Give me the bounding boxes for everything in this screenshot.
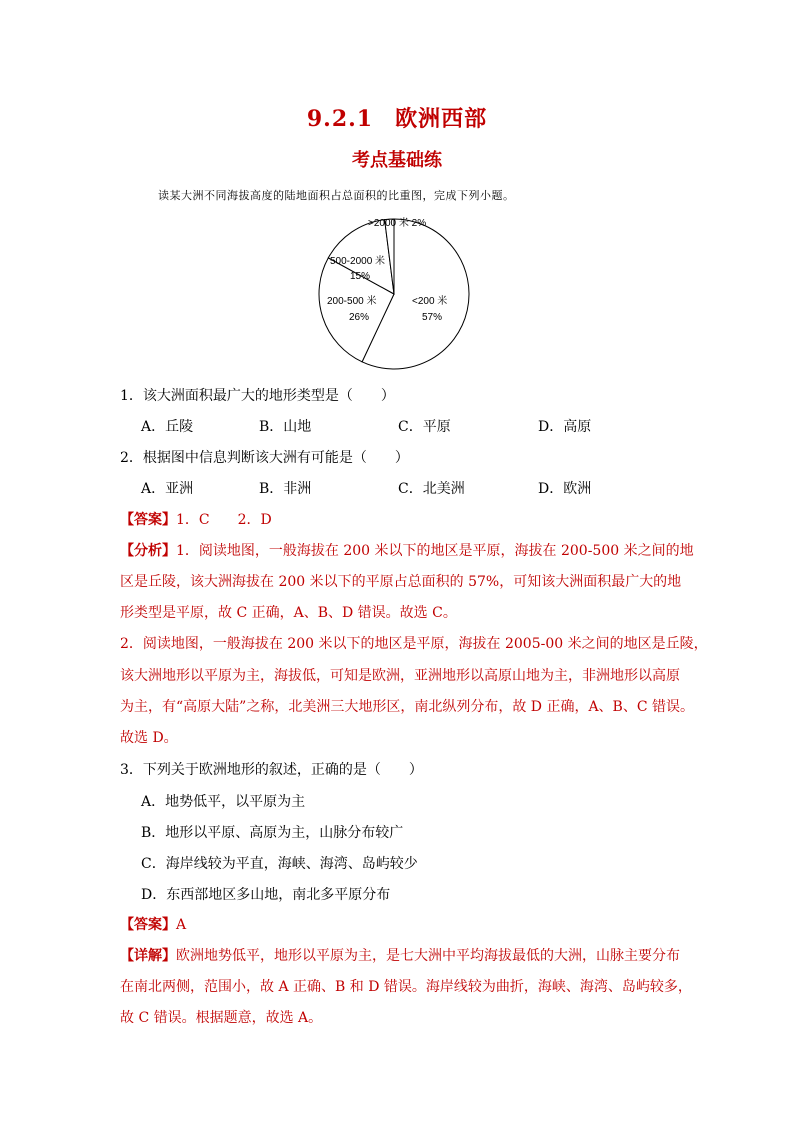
pie-chart	[316, 212, 476, 374]
analysis-line-1	[120, 541, 694, 561]
analysis-tag: 【分析】	[120, 543, 176, 559]
analysis-line-2: 区是丘陵，该大洲海拔在 200 米以下的平原占总面积的 57%，可知该大洲面积最广大的地	[120, 574, 682, 590]
detail-tag: 【详解】	[120, 948, 176, 964]
answer-3	[120, 915, 186, 935]
title-number: 9.2.1	[306, 106, 374, 132]
title-text: 欧洲西部	[395, 106, 488, 132]
analysis-text-1: 1．阅读地图，一般海拔在 200 米以下的地区是平原，海拔在 200-500 米之间的地	[176, 543, 694, 559]
q2-stem: 2．根据图中信息判断该大洲有可能是（ ）	[120, 450, 409, 466]
page-subtitle: 考点基础练	[352, 150, 442, 171]
q2-option-c: C．北美洲	[398, 481, 465, 497]
label-500-2000-pct: 15%	[350, 271, 371, 282]
label-lt200-pct: 57%	[422, 312, 443, 323]
page-title	[0, 102, 794, 133]
q1-option-d: D．高原	[538, 419, 592, 435]
q3-option-c: C．海岸线较为平直，海峡、海湾、岛屿较少	[141, 856, 418, 872]
q1-option-a: A．丘陵	[141, 419, 194, 435]
q2-option-a: A．亚洲	[141, 481, 194, 497]
q3-stem: 3．下列关于欧洲地形的叙述，正确的是（ ）	[120, 762, 423, 778]
answer-1-2	[120, 510, 272, 530]
label-200-500-name: 200-500 米	[327, 296, 377, 307]
detail-text-1: 欧洲地势低平，地形以平原为主，是七大洲中平均海拔最低的大洲，山脉主要分布	[176, 948, 680, 964]
detail-line-2: 在南北两侧，范围小，故 A 正确、B 和 D 错误。海岸线较为曲折，海峡、海湾、岛屿较多，	[120, 979, 692, 995]
q2-option-d: D．欧洲	[538, 481, 592, 497]
q1-option-b: B．山地	[259, 419, 312, 435]
answer3-tag: 【答案】	[120, 917, 176, 933]
analysis-line-5: 该大洲地形以平原为主，海拔低，可知是欧洲，亚洲地形以高原山地为主，非洲地形以高原	[120, 668, 680, 684]
analysis-line-3: 形类型是平原，故 C 正确，A、B、D 错误。故选 C。	[120, 605, 457, 621]
q3-option-d: D．东西部地区多山地，南北多平原分布	[141, 887, 391, 903]
q3-option-a: A．地势低平，以平原为主	[141, 794, 306, 810]
answer-text: 1．C 2．D	[176, 512, 272, 528]
q1-stem: 1．该大洲面积最广大的地形类型是（ ）	[120, 388, 395, 404]
analysis-line-6: 为主，有“高原大陆”之称，北美洲三大地形区，南北纵列分布，故 D 正确，A、B、C 错误。	[120, 699, 694, 715]
q1-option-c: C．平原	[398, 419, 451, 435]
label-gt2000: >2000 米 2%	[368, 218, 427, 229]
label-500-2000-name: 500-2000 米	[330, 256, 386, 267]
intro-text: 读某大洲不同海拔高度的陆地面积占总面积的比重图，完成下列小题。	[158, 189, 515, 202]
q2-option-b: B．非洲	[259, 481, 312, 497]
detail-line-3: 故 C 错误。根据题意，故选 A。	[120, 1010, 323, 1026]
analysis-line-4: 2．阅读地图，一般海拔在 200 米以下的地区是平原，海拔在 2005-00 米之间的地区是丘陵，	[120, 636, 708, 652]
answer3-text: A	[176, 917, 187, 933]
analysis-line-7: 故选 D。	[120, 730, 178, 746]
answer-tag: 【答案】	[120, 512, 176, 528]
label-lt200-name: <200 米	[412, 296, 448, 307]
label-200-500-pct: 26%	[349, 312, 370, 323]
pie-slices	[319, 219, 469, 369]
q3-option-b: B．地形以平原、高原为主，山脉分布较广	[141, 825, 404, 841]
detail-line-1	[120, 946, 680, 966]
